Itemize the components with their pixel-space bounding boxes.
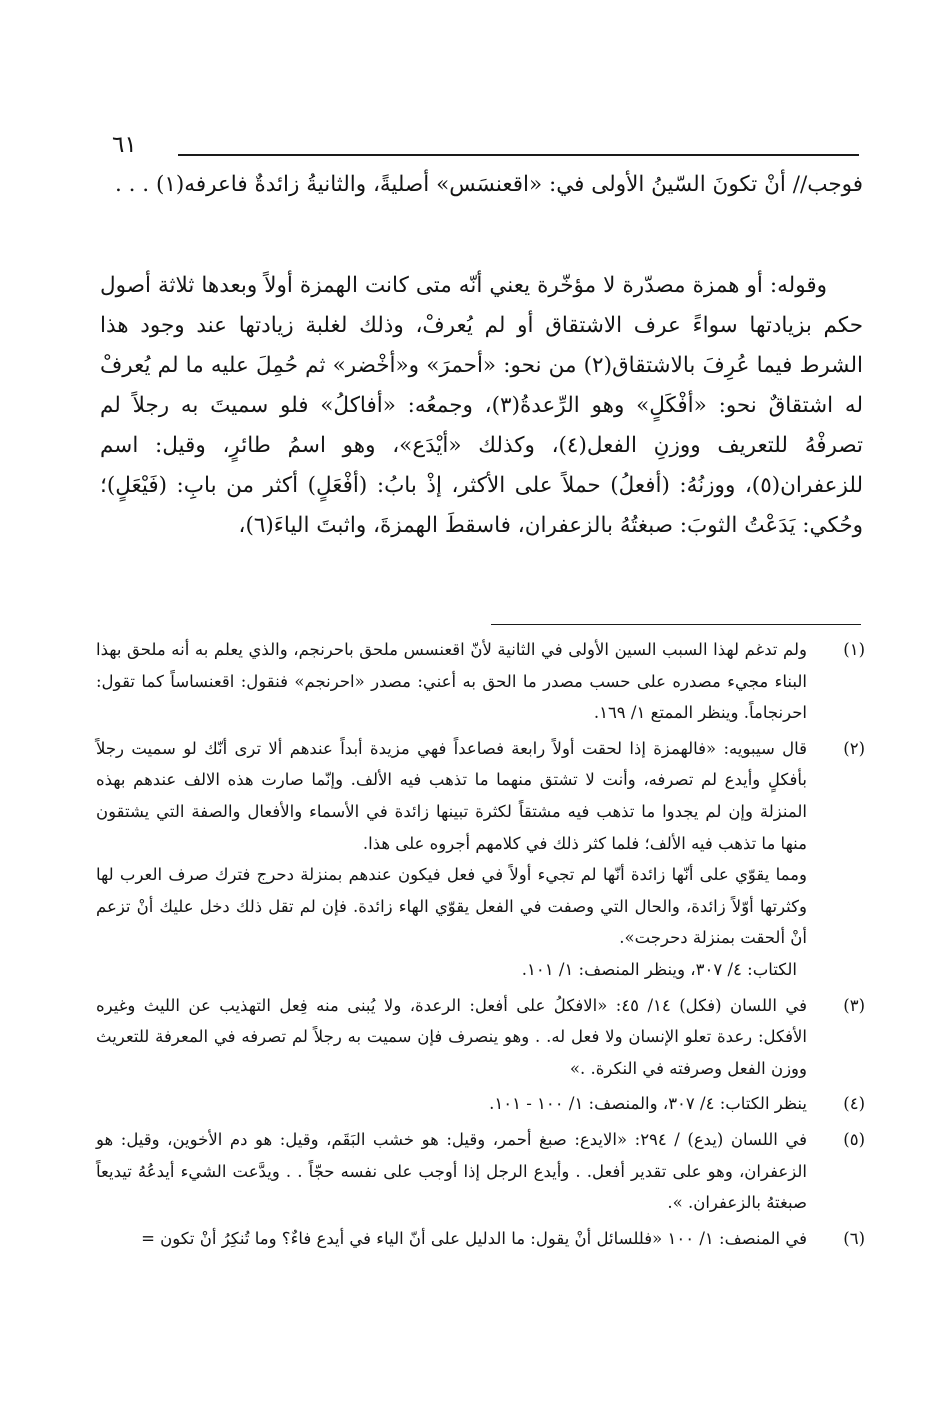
- footnote-text: قال سيبويه: «فالهمزة إذا لحقت أولاً رابعة فصاعداً فهي مزيدة أبداً عندهم ألا ترى أنّك لو سميت رجلاً بأفكلٍ وأيدع لم تصرفه، وأنت لا تشتق منهما ما تذهب فيه الألف. وإنّما صارت هذه الالف عندهم بهذه المنزلة وإن لم يجدوا ما تذهب فيه مشتقاً لكثرة تبينها زائدة في الأسماء والأفعال والصفة التي يشتقون منها ما تذهب فيه الألف؛ فلما كثر ذلك في كلامهم أجروه على هذا.: [96, 738, 807, 853]
- footnote-4: [96, 1088, 865, 1120]
- footnote-separator: [491, 624, 861, 625]
- footnote-body: [96, 990, 807, 1085]
- footnote-2: [96, 733, 865, 986]
- page-number: ٦١: [112, 132, 137, 158]
- body-paragraph-text: وقوله: أو همزة مصدّرة لا مؤخّرة يعني أنّه متى كانت الهمزة أولاً وبعدها ثلاثة أصول حكم بزيادتها سواءً عرف الاشتقاق أو لم يُعرفْ، وذلك لغلبة زيادتها عند وجود هذا الشرط فيما عُرِفَ بالاشتقاق(٢) من نحو: «أحمرَ» و«أخْضر» ثم حُمِلَ عليه ما لم يُعرفْ له اشتقاقٌ نحو: «أفْكَلٍ» وهو الرِّعدةُ(٣)، وجمعُه: «أفاكلُ» فلو سميتَ به رجلاً لم تصرفْهُ للتعريف ووزنِ الفعل(٤)، وكذلك «أيْدَع»، وهو اسمُ طائرٍ، وقيل: اسم للزعفران(٥)، ووزنُهُ: (أفعلُ) حملاً على الأكثر، إذْ بابُ: (أفْعَلٍ) أكثر من بابِ: (فَيْعَلٍ)؛ وحُكي: يَدَعْتُ الثوبَ: صبغتُهُ بالزعفران، فاسقطَ الهمزةَ، واثبتَ الياءَ(٦)،: [100, 273, 863, 538]
- footnote-body: [96, 1223, 807, 1255]
- footnote-3: [96, 990, 865, 1085]
- body-paragraph: [100, 266, 863, 546]
- footnote-text: في اللسان (يدع) / ٢٩٤: «الايدع: صبغ أحمر، وقيل: هو خشب البَقَم، وقيل: هو دم الأخوين، وقيل: هو الزعفران، وهو على تقدير أفعل. . وأيدع الرجل إذا أوجب على نفسه حجّاً . . ويدَّعت الشيء أيدعُهُ تيديعاً صبغتهُ بالزعفران. ».: [96, 1129, 808, 1213]
- footnote-number: (٢): [843, 738, 865, 758]
- footnote-number: (٤): [843, 1094, 865, 1114]
- header-rule: [178, 154, 859, 156]
- footnote-body: [96, 1088, 807, 1120]
- footnote-body: [96, 634, 807, 729]
- footnote-6: [96, 1223, 865, 1255]
- footnote-1: [96, 634, 865, 729]
- footnote-source: الكتاب: ٤/ ٣٠٧، وينظر المنصف: ١/ ١٠١.: [521, 959, 797, 979]
- footnote-5: [96, 1124, 865, 1219]
- footnote-text: في اللسان (فكل) ١٤/ ٤٥: «الافكلُ على أفعل: الرعدة، ولا يُبنى منه فِعل التهذيب عن الليث وغيره الأفكل: رعدة تعلو الإنسان ولا فعل له. . وهو ينصرف فإن سميت به رجلاً لم تصرفه في المعرفة للتعريث ووزن الفعل وصرفته في النكرة. .»: [96, 995, 807, 1078]
- footnote-text: في المنصف: ١/ ١٠٠ «فللسائل أنْ يقول: ما الدليل على أنّ الياء في أيدع فاءٌ؟ وما تُنكِرُ أنْ تكون =: [141, 1228, 807, 1248]
- footnote-number: (٣): [843, 995, 865, 1015]
- footnote-body: [96, 733, 807, 986]
- footnote-text: ومما يقوّي على أنّها زائدة أنّها لم تجيء أولاً في فعل فيكون عندهم بمنزلة دحرج فترك صرف العرب لها وكثرتها أوّلاً زائدة، والحال التي وصفت في الفعل يقوّي الهاء زائدة. فإن لم تقل ذلك دخل عليك أنْ تزعم أنْ ألحقت بمنزلة دحرجت».: [96, 865, 807, 948]
- carried-over-line: [100, 166, 863, 204]
- footnote-text: ينظر الكتاب: ٤/ ٣٠٧، والمنصف: ١/ ١٠٠ - ١٠١.: [489, 1094, 807, 1114]
- footnote-body: [96, 1124, 807, 1219]
- carried-over-text: فوجب// أنْ تكونَ السّينُ الأولى في: «اقعنسَس» أصليةً، والثانيةُ زائدةٌ فاعرفه(١) . . .: [114, 172, 863, 197]
- footnotes: [96, 634, 865, 1254]
- footnote-text: ولم تدغم لهذا السبب السين الأولى في الثانية لأنّ اقعنسس ملحق باحرنجم، والذي يعلم به أنه ملحق بهذا البناء مجيء مصدره على حسب مصدر ما الحق به أعني: مصدر «احرنجم» فنقول: اقعنساساً كما تقول: احرنجاماً. وينظر الممتع ١/ ١٦٩.: [96, 640, 807, 723]
- footnote-number: (١): [843, 640, 865, 659]
- footnote-number: (٥): [843, 1129, 865, 1149]
- footnote-number: (٦): [843, 1228, 865, 1248]
